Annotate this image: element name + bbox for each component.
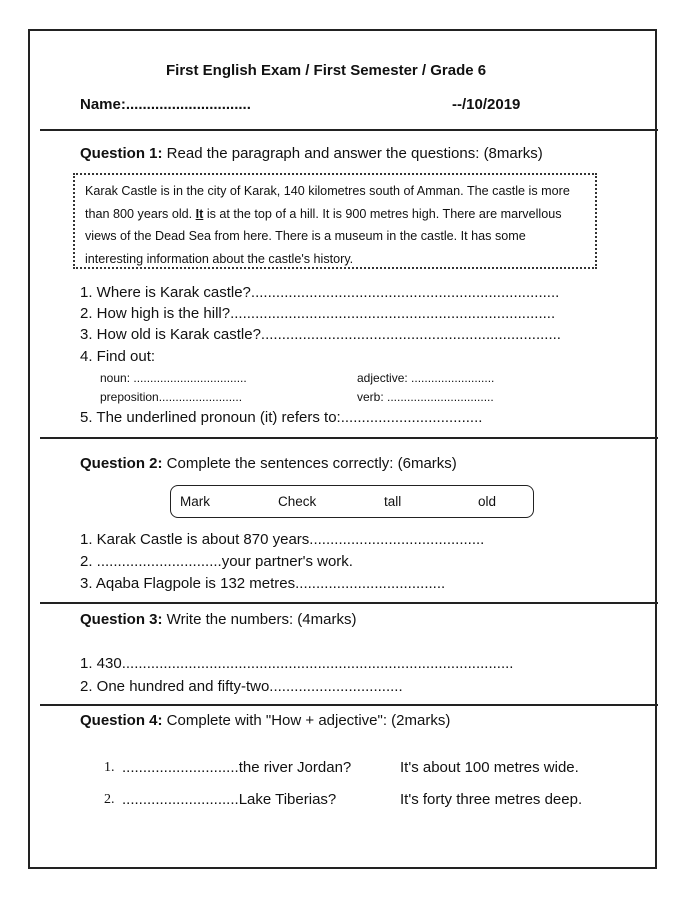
- q1-item-2: 2. How high is the hill?..............................................................................: [80, 305, 556, 322]
- word-bank: [170, 485, 534, 518]
- question-1-instruction: Read the paragraph and answer the questions: (8marks): [162, 145, 543, 162]
- underlined-pronoun: It: [195, 206, 204, 221]
- q1-item-4: 4. Find out:: [80, 348, 156, 365]
- question-4-heading: [80, 712, 450, 729]
- q4-row-2-number: 2.: [104, 792, 115, 807]
- question-2-heading: [80, 455, 457, 472]
- section-divider: [40, 437, 658, 439]
- find-preposition: preposition.........................: [100, 390, 243, 404]
- find-noun: noun: ..................................: [100, 371, 247, 385]
- section-divider: [40, 129, 658, 131]
- q2-item-2: 2. ..............................your partner's work.: [80, 553, 353, 570]
- q4-row-1-number: 1.: [104, 760, 115, 775]
- exam-title: First English Exam / First Semester / Grade 6: [166, 62, 487, 79]
- q4-row-2-question: ............................Lake Tiberias?: [122, 791, 337, 808]
- word-bank-item: tall: [384, 494, 402, 509]
- word-bank-item: Mark: [180, 494, 210, 509]
- question-2-instruction: Complete the sentences correctly: (6marks): [162, 455, 457, 472]
- q3-item-1: 1. 430..............................................................................................: [80, 655, 514, 672]
- section-divider: [40, 602, 658, 604]
- word-bank-item: old: [478, 494, 497, 509]
- q4-row-2-answer: It's forty three metres deep.: [400, 791, 583, 808]
- q4-row-1-question: ............................the river Jordan?: [122, 759, 352, 776]
- find-adjective: adjective: .........................: [357, 371, 495, 385]
- question-1-heading: [80, 145, 543, 162]
- word-bank-item: Check: [278, 494, 317, 509]
- q1-item-5: 5. The underlined pronoun (it) refers to:..................................: [80, 409, 483, 426]
- passage-text-start: Karak Castle is in the city of Karak, 140 kilometres south of Amman. The castle is more than 800 years old.: [85, 184, 570, 221]
- exam-date: --/10/2019: [452, 96, 521, 113]
- question-4-label: Question 4:: [80, 712, 163, 729]
- reading-passage: [73, 173, 597, 269]
- q2-item-1: 1. Karak Castle is about 870 years..........................................: [80, 531, 485, 548]
- question-3-instruction: Write the numbers: (4marks): [162, 611, 357, 628]
- question-3-heading: [80, 611, 356, 628]
- question-2-label: Question 2:: [80, 455, 163, 472]
- passage-text-end: is at the top of a hill. It is 900 metres high. There are marvellous views of the Dead Sea from here. There is a museum in the castle. It has some interesting information about the castle's history.: [85, 206, 562, 266]
- section-divider: [40, 704, 658, 706]
- find-verb: verb: ................................: [357, 390, 494, 404]
- q1-item-1: 1. Where is Karak castle?..........................................................................: [80, 284, 560, 301]
- question-4-instruction: Complete with "How + adjective": (2marks): [162, 712, 451, 729]
- question-3-label: Question 3:: [80, 611, 163, 628]
- q3-item-2: 2. One hundred and fifty-two................................: [80, 678, 403, 695]
- name-field: Name:..............................: [80, 96, 251, 113]
- question-1-label: Question 1:: [80, 145, 163, 162]
- q1-item-3: 3. How old is Karak castle?........................................................................: [80, 326, 561, 343]
- q2-item-3: 3. Aqaba Flagpole is 132 metres....................................: [80, 575, 446, 592]
- q4-row-1-answer: It's about 100 metres wide.: [400, 759, 579, 776]
